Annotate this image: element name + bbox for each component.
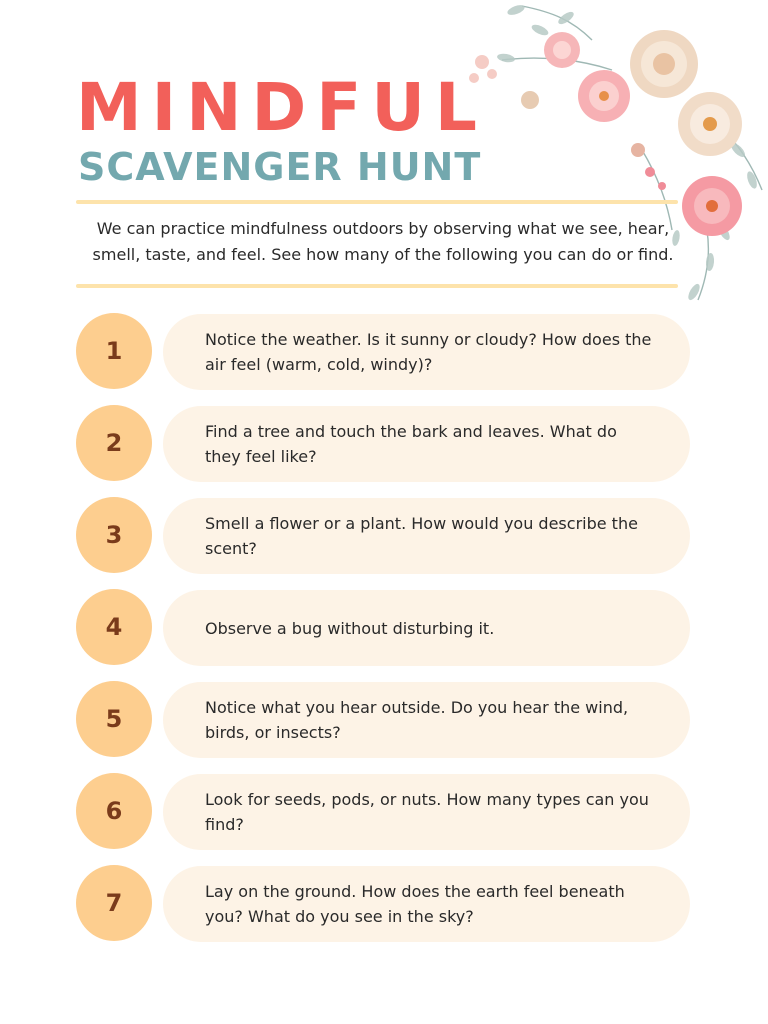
item-text: Observe a bug without disturbing it.: [205, 618, 495, 638]
page-subtitle: SCAVENGER HUNT: [78, 145, 482, 189]
bottom-divider: [76, 284, 678, 288]
item-number-badge: 3: [76, 497, 152, 573]
item-text: Lay on the ground. How does the earth feel beneath you? What do you see in the sky?: [205, 882, 625, 926]
item-number-badge: 2: [76, 405, 152, 481]
item-card: [163, 406, 690, 482]
item-card: [163, 590, 690, 666]
list-item: [76, 773, 692, 851]
list-item: [76, 405, 692, 483]
item-text: Notice what you hear outside. Do you hear the wind, birds, or insects?: [205, 698, 629, 742]
item-text: Smell a flower or a plant. How would you describe the scent?: [205, 514, 638, 558]
item-card: [163, 682, 690, 758]
item-number-badge: 6: [76, 773, 152, 849]
item-number-badge: 1: [76, 313, 152, 389]
intro-text: We can practice mindfulness outdoors by observing what we see, hear, smell, taste, and feel. See how many of the following you can do or find.: [92, 219, 674, 264]
top-divider: [76, 200, 678, 204]
item-text: Notice the weather. Is it sunny or cloudy? How does the air feel (warm, cold, windy)?: [205, 330, 652, 374]
page-title: MINDFUL: [76, 69, 487, 146]
list-item: [76, 865, 692, 943]
list-item: [76, 313, 692, 391]
item-card: [163, 498, 690, 574]
item-number-badge: 7: [76, 865, 152, 941]
item-card: [163, 866, 690, 942]
list-item: [76, 681, 692, 759]
item-number-badge: 4: [76, 589, 152, 665]
item-number-badge: 5: [76, 681, 152, 757]
item-text: Look for seeds, pods, or nuts. How many types can you find?: [205, 790, 649, 834]
item-card: [163, 774, 690, 850]
list-item: [76, 497, 692, 575]
list-item: [76, 589, 692, 667]
item-text: Find a tree and touch the bark and leaves. What do they feel like?: [205, 422, 617, 466]
item-card: [163, 314, 690, 390]
activity-list: [76, 313, 692, 957]
